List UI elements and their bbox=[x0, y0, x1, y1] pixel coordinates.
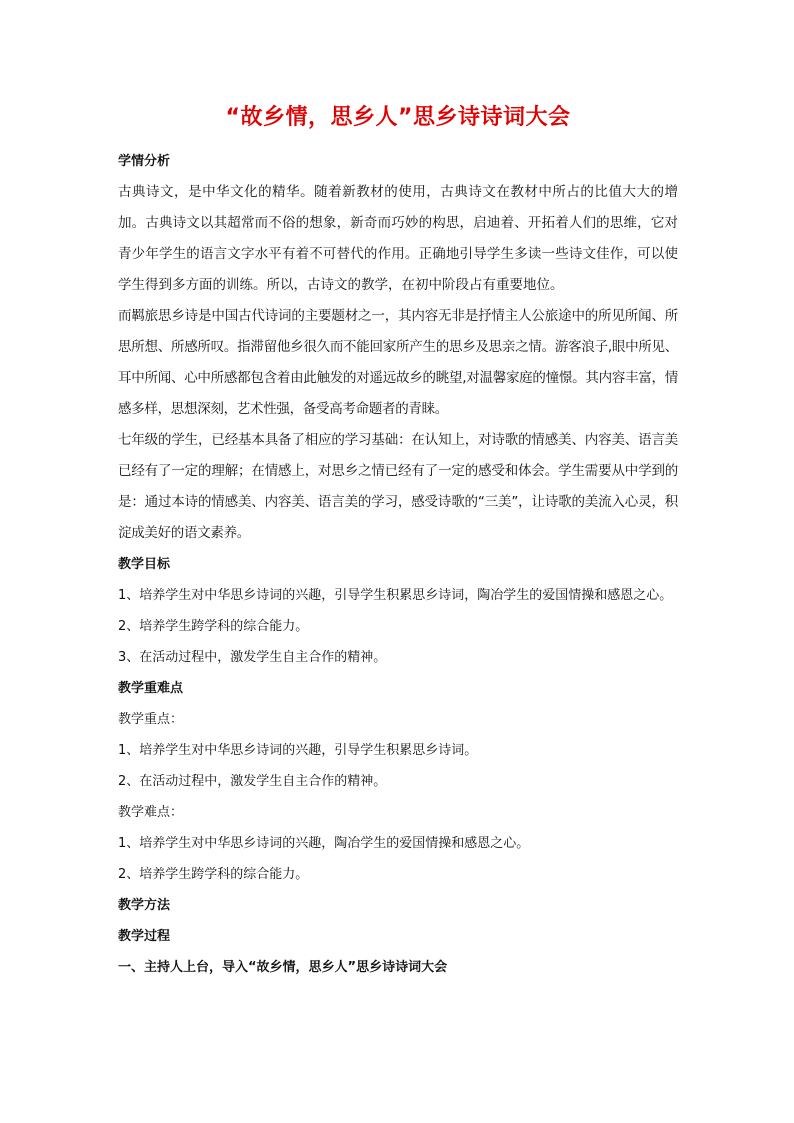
section-heading-analysis: 学情分析 bbox=[118, 154, 171, 169]
section-heading-process: 教学过程 bbox=[118, 929, 171, 944]
document-content bbox=[118, 100, 678, 983]
difficult-point-item-1: 1、培养学生对中华思乡诗词的兴趣，陶冶学生的爱国情操和感恩之心。 bbox=[118, 836, 530, 851]
analysis-paragraph-2: 而羁旅思乡诗是中国古代诗词的主要题材之一，其内容无非是抒情主人公旅途中的所见所闻、所思所想、所感所叹。指滞留他乡很久而不能回家所产生的思乡及思亲之情。游客浪子,眼中所见、耳中所闻、心中所感都包含着由此触发的对遥远故乡的眺望,对温馨家庭的憧憬。其内容丰富，情感多样，思想深刻，艺术性强，备受高考命题者的青睐。 bbox=[118, 308, 678, 417]
analysis-paragraph-3: 七年级的学生，已经基本具备了相应的学习基础：在认知上，对诗歌的情感美、内容美、语言美已经有了一定的理解；在情感上，对思乡之情已经有了一定的感受和体会。学生需要从中学到的是：通过本诗的情感美、内容美、语言美的学习，感受诗歌的“三美”，让诗歌的美流入心灵，积淀成美好的语文素养。 bbox=[118, 432, 678, 541]
key-point-item-2: 2、在活动过程中，激发学生自主合作的精神。 bbox=[118, 774, 387, 789]
section-heading-methods: 教学方法 bbox=[118, 898, 171, 913]
key-points-label: 教学重点： bbox=[118, 712, 184, 727]
analysis-paragraph-1: 古典诗文，是中华文化的精华。随着新教材的使用，古典诗文在教材中所占的比值大大的增加。古典诗文以其超常而不俗的想象，新奇而巧妙的构思，启迪着、开拓着人们的思维，它对青少年学生的语言文字水平有着不可替代的作用。正确地引导学生多读一些诗文佳作，可以使学生得到多方面的训练。所以，古诗文的教学，在初中阶段占有重要地位。 bbox=[118, 184, 678, 293]
goal-item-2: 2、培养学生跨学科的综合能力。 bbox=[118, 619, 309, 634]
difficult-point-item-2: 2、培养学生跨学科的综合能力。 bbox=[118, 867, 309, 882]
key-point-item-1: 1、培养学生对中华思乡诗词的兴趣，引导学生积累思乡诗词。 bbox=[118, 743, 478, 758]
section-heading-keypoints: 教学重难点 bbox=[118, 681, 184, 696]
difficult-points-label: 教学难点： bbox=[118, 805, 184, 820]
goal-item-3: 3、在活动过程中，激发学生自主合作的精神。 bbox=[118, 650, 387, 665]
goal-item-1: 1、培养学生对中华思乡诗词的兴趣，引导学生积累思乡诗词，陶冶学生的爱国情操和感恩之心。 bbox=[118, 588, 673, 603]
section-heading-goals: 教学目标 bbox=[118, 557, 171, 572]
process-step-1: 一、主持人上台，导入“故乡情，思乡人”思乡诗诗词大会 bbox=[118, 960, 448, 975]
document-title: “故乡情，思乡人”思乡诗诗词大会 bbox=[225, 105, 571, 130]
